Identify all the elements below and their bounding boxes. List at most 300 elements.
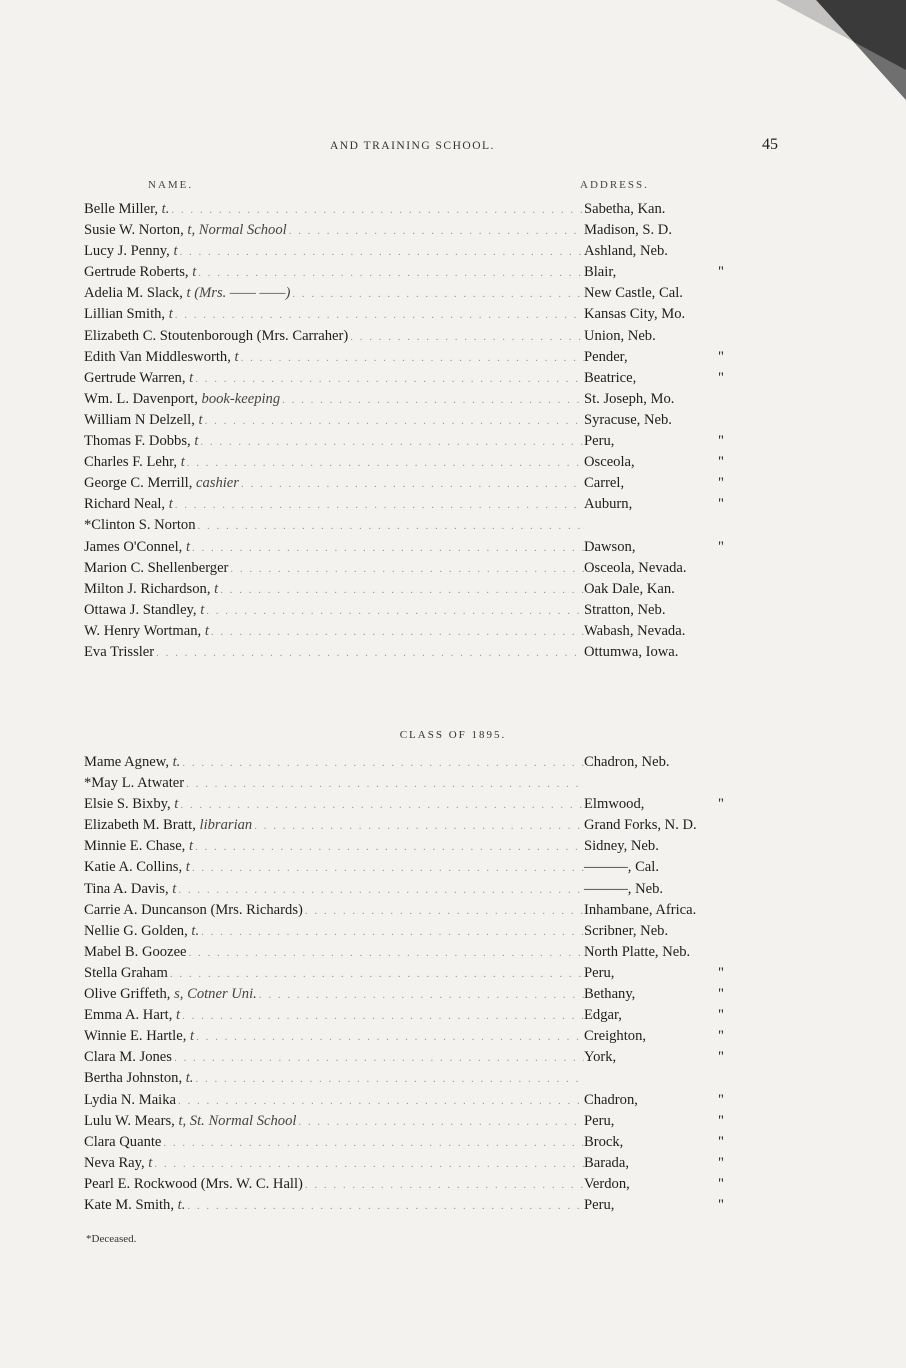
roster-entry [84,879,754,900]
roster-entry [84,262,754,283]
dot-leader [180,1006,584,1027]
roster-entry [84,410,754,431]
entry-name [84,537,190,558]
entry-address [584,642,754,663]
entry-note: t [176,1007,181,1024]
entry-name [84,515,196,536]
entry-address [584,494,754,515]
roster-entry [84,241,754,262]
entry-address [584,1132,754,1153]
entry-note: t [172,880,177,897]
entry-name-text: Kate M. Smith, [84,1196,178,1213]
entry-name-text: Edith Van Middlesworth, [84,348,235,365]
entry-name [84,1132,161,1153]
ditto-mark: " [718,475,724,492]
roster-entry [84,984,754,1005]
roster-entry [84,220,754,241]
ditto-mark: " [718,369,724,386]
entry-address-text: Edgar, [584,1007,622,1024]
roster-entry [84,515,754,536]
entry-name-text: Mabel B. Goozee [84,943,187,960]
entry-note: t [185,859,190,876]
folded-corner-shadow [756,0,906,100]
entry-name-text: Elizabeth M. Bratt, [84,817,200,834]
entry-address [584,752,754,773]
roster-entry [84,283,754,304]
ditto-mark: " [718,348,724,365]
entry-name [84,642,154,663]
entry-address [584,537,754,558]
entry-name-text: *May L. Atwater [84,775,185,792]
entry-address [584,220,754,241]
entry-address-text: Madison, S. D. [584,222,672,239]
column-header-name: NAME. [148,179,194,191]
dot-leader [178,795,584,816]
entry-name [84,984,257,1005]
roster-entry [84,537,754,558]
dot-leader [296,1112,584,1133]
entry-note: t [168,496,173,513]
roster-entry [84,431,754,452]
entry-address [584,794,754,815]
ditto-mark: " [718,796,724,813]
entry-name [84,389,280,410]
roster-entry [84,1026,754,1047]
roster-entry [84,642,754,663]
entry-name [84,368,193,389]
entry-name [84,452,185,473]
roster-list-class-of-1895 [84,752,754,1216]
entry-address-text: Sabetha, Kan. [584,201,666,217]
dot-leader [185,453,584,474]
entry-note: t [200,601,205,618]
roster-entry [84,1090,754,1111]
dot-leader [152,1154,584,1175]
entry-note: t [148,1154,153,1171]
entry-name-text: Katie A. Collins, [84,859,186,876]
entry-address-text: Ottumwa, Iowa. [584,643,679,660]
roster-entry [84,326,754,347]
ditto-mark: " [718,538,724,555]
entry-name-text: Winnie E. Hartle, [84,1028,190,1045]
dot-leader [176,1091,584,1112]
entry-name [84,1005,180,1026]
entry-name-text: James O'Connel, [84,538,186,555]
roster-entry [84,1195,754,1216]
entry-note: t [198,411,203,428]
dot-leader [287,221,584,242]
dot-leader [303,901,584,922]
dot-leader [161,1133,584,1154]
entry-address [584,879,754,900]
entry-name [84,752,180,773]
entry-name-text: Ottawa J. Standley, [84,601,201,618]
entry-address [584,473,754,494]
entry-address [584,579,754,600]
entry-name [84,473,239,494]
entry-name-text: Carrie A. Duncanson (Mrs. Richards) [84,901,303,918]
entry-name [84,900,303,921]
entry-address [584,1090,754,1111]
entry-address-text: St. Joseph, Mo. [584,390,675,407]
entry-name-text: Neva Ray, [84,1154,149,1171]
entry-name [84,579,218,600]
entry-address [584,283,754,304]
entry-name [84,1111,296,1132]
entry-address-text: Syracuse, Neb. [584,411,672,428]
roster-entry [84,921,754,942]
entry-note: t [192,264,197,281]
entry-address-text: Wabash, Nevada. [584,622,686,639]
ditto-mark: " [718,1049,724,1066]
entry-name-text: Richard Neal, [84,496,169,513]
entry-name-text: Milton J. Richardson, [84,580,215,597]
ditto-mark: " [718,964,724,981]
entry-address-text: Peru, [584,433,615,450]
entry-name [84,241,178,262]
dot-leader [190,858,584,879]
dot-leader [194,1027,584,1048]
entry-name [84,836,193,857]
dot-leader [204,601,584,622]
entry-name [84,921,199,942]
entry-name-text: Tina A. Davis, [84,880,173,897]
entry-note: t [204,622,209,639]
ditto-mark: " [718,1091,724,1108]
roster-entry [84,347,754,368]
column-header-address: ADDRESS. [580,179,649,191]
roster-entry [84,389,754,410]
ditto-mark: " [718,433,724,450]
dot-leader [172,1048,584,1069]
entry-name [84,1195,185,1216]
entry-name [84,1026,194,1047]
entry-name-text: Nellie G. Golden, [84,922,192,939]
entry-address [584,921,754,942]
entry-name [84,773,184,794]
entry-name-text: Lucy J. Penny, [84,243,174,260]
dot-leader [198,432,584,453]
roster-entry [84,1132,754,1153]
dot-leader [185,1196,584,1217]
entry-note: t [180,454,185,471]
entry-name-text: Emma A. Hart, [84,1007,177,1024]
roster-entry [84,368,754,389]
ditto-mark: " [718,1007,724,1024]
entry-address [584,347,754,368]
dot-leader [193,1069,584,1090]
entry-name [84,283,290,304]
roster-entry [84,494,754,515]
dot-leader [178,242,584,263]
entry-name-text: Minnie E. Chase, [84,838,189,855]
entry-note: t. [191,922,200,939]
entry-address-text: Sidney, Neb. [584,838,659,855]
entry-name [84,963,168,984]
entry-address-text: Grand Forks, N. D. [584,817,697,834]
entry-name-text: W. Henry Wortman, [84,622,205,639]
entry-name-text: Adelia M. Slack, [84,285,187,302]
entry-address-text: Chadron, Neb. [584,754,670,770]
entry-address-text: Peru, [584,1112,615,1129]
entry-name [84,326,348,347]
entry-note: t [174,796,179,813]
entry-address [584,304,754,325]
entry-address [584,963,754,984]
dot-leader [239,474,584,495]
entry-address-text: Beatrice, [584,369,637,386]
dot-leader [280,390,584,411]
entry-address-text: Barada, [584,1154,629,1171]
roster-entry [84,452,754,473]
roster-entry [84,900,754,921]
dot-leader [257,985,584,1006]
dot-leader [190,538,584,559]
entry-name-text: Elsie S. Bixby, [84,796,175,813]
entry-address [584,836,754,857]
roster-entry [84,1005,754,1026]
entry-address-text: ———, Neb. [584,880,664,897]
roster-entry [84,1153,754,1174]
entry-address [584,241,754,262]
entry-note: t [234,348,239,365]
entry-note: t [188,838,194,855]
entry-name-text: Mame Agnew, [84,754,173,770]
dot-leader [168,964,584,985]
dot-leader [154,643,584,664]
entry-name [84,600,204,621]
entry-address-text: New Castle, Cal. [584,285,683,302]
entry-address [584,1153,754,1174]
roster-entry [84,600,754,621]
entry-address [584,942,754,963]
entry-address-text: Peru, [584,1196,615,1213]
entry-note: t [189,369,194,386]
entry-note: t (Mrs. —— ——) [186,285,291,302]
entry-address-text: Ashland, Neb. [584,243,668,260]
dot-leader [290,284,584,305]
entry-address-text: Carrel, [584,475,625,492]
dot-leader [173,495,584,516]
ditto-mark: " [718,1196,724,1213]
entry-address [584,1026,754,1047]
ditto-mark: " [718,496,724,513]
entry-name-text: Belle Miller, [84,201,162,217]
dot-leader [239,348,584,369]
dot-leader [176,880,584,901]
entry-address-text: Kansas City, Mo. [584,306,686,323]
roster-entry [84,942,754,963]
entry-note: t [185,538,190,555]
entry-address-text: Scribner, Neb. [584,922,669,939]
entry-note: t. [177,1196,186,1213]
entry-name-text: Pearl E. Rockwood (Mrs. W. C. Hall) [84,1175,303,1192]
entry-address-text: Osceola, [584,454,635,471]
entry-note: s, Cotner Uni. [174,986,257,1003]
entry-name-text: Lillian Smith, [84,306,169,323]
roster-entry [84,836,754,857]
roster-list-earlier-class [84,199,754,663]
entry-address-text: Union, Neb. [584,327,656,344]
entry-address [584,1047,754,1068]
page-number: 45 [762,136,778,153]
entry-name-text: *Clinton S. Norton [84,517,196,534]
dot-leader [169,200,584,221]
entry-address-text: York, [584,1049,617,1066]
entry-name [84,1174,303,1195]
entry-address [584,815,754,836]
dot-leader [199,922,584,943]
entry-name-text: Bertha Johnston, [84,1070,186,1087]
entry-address [584,1111,754,1132]
entry-note: t. [185,1070,194,1087]
entry-note: t [173,243,178,260]
entry-name-text: Charles F. Lehr, [84,454,181,471]
entry-note: t [168,306,173,323]
entry-address [584,984,754,1005]
entry-address-text: Dawson, [584,538,636,555]
dot-leader [218,580,584,601]
entry-name [84,621,209,642]
ditto-mark: " [718,1154,724,1171]
entry-name-text: Susie W. Norton, [84,222,188,239]
entry-name-text: Wm. L. Davenport, [84,390,202,407]
entry-address [584,900,754,921]
dot-leader [184,774,584,795]
entry-address-text: Osceola, Nevada. [584,559,687,576]
entry-address [584,1174,754,1195]
dot-leader [252,816,584,837]
roster-entry [84,558,754,579]
ditto-mark: " [718,1028,724,1045]
entry-name [84,815,252,836]
dot-leader [173,305,584,326]
dot-leader [193,369,584,390]
roster-entry [84,621,754,642]
entry-name-text: Stella Graham [84,964,168,981]
entry-name-text: Clara M. Jones [84,1049,172,1066]
entry-address [584,410,754,431]
roster-entry [84,963,754,984]
dot-leader [348,327,584,348]
entry-name-text: Gertrude Roberts, [84,264,193,281]
class-heading: CLASS OF 1895. [399,729,507,741]
entry-name-text: Clara Quante [84,1133,162,1150]
entry-address [584,1195,754,1216]
entry-name [84,942,187,963]
roster-entry [84,752,754,773]
entry-note: t. [172,754,181,770]
entry-address-text: Auburn, [584,496,633,513]
roster-entry [84,473,754,494]
dot-leader [180,753,584,774]
entry-name [84,1153,152,1174]
entry-address [584,857,754,878]
dot-leader [196,263,584,284]
entry-address-text: Blair, [584,264,617,281]
roster-entry [84,1111,754,1132]
entry-address [584,262,754,283]
entry-name [84,1090,176,1111]
ditto-mark: " [718,1112,724,1129]
entry-address [584,1005,754,1026]
entry-address-text: Inhambane, Africa. [584,901,697,918]
roster-entry [84,1068,754,1089]
running-head: AND TRAINING SCHOOL. [330,140,495,152]
entry-note: t, St. Normal School [178,1112,297,1129]
page-header [0,136,906,158]
entry-note: t, Normal School [187,222,287,239]
entry-address-text: Pender, [584,348,628,365]
entry-address [584,452,754,473]
entry-name [84,857,190,878]
entry-name [84,879,176,900]
entry-name [84,1068,193,1089]
entry-address-text: North Platte, Neb. [584,943,691,960]
entry-name [84,199,169,220]
roster-entry [84,857,754,878]
entry-note: cashier [196,475,239,492]
dot-leader [196,516,585,537]
dot-leader [203,411,584,432]
ditto-mark: " [718,264,724,281]
entry-name-text: Lulu W. Mears, [84,1112,179,1129]
roster-entry [84,579,754,600]
entry-name [84,410,203,431]
entry-name-text: Olive Griffeth, [84,986,175,1003]
roster-entry [84,815,754,836]
roster-entry [84,773,754,794]
ditto-mark: " [718,454,724,471]
entry-name [84,304,173,325]
entry-name [84,431,198,452]
dot-leader [228,559,584,580]
entry-name-text: Gertrude Warren, [84,369,190,386]
entry-name-text: George C. Merrill, [84,475,196,492]
entry-name-text: Elizabeth C. Stoutenborough (Mrs. Carraher) [84,327,349,344]
entry-address [584,431,754,452]
entry-name [84,558,228,579]
roster-entry [84,304,754,325]
entry-name [84,794,178,815]
dot-leader [187,943,584,964]
entry-note: librarian [199,817,253,834]
roster-entry [84,794,754,815]
dot-leader [193,837,584,858]
entry-address [584,600,754,621]
entry-address-text: Brock, [584,1133,624,1150]
roster-entry [84,199,754,220]
entry-address-text: Creighton, [584,1028,647,1045]
entry-name-text: Eva Trissler [84,643,155,660]
entry-address-text: Oak Dale, Kan. [584,580,675,597]
entry-name-text: William N Delzell, [84,411,199,428]
entry-name-text: Thomas F. Dobbs, [84,433,195,450]
entry-address [584,621,754,642]
entry-address-text: ———, Cal. [584,859,659,876]
entry-address-text: Chadron, [584,1091,638,1108]
ditto-mark: " [718,986,724,1003]
entry-name [84,494,173,515]
entry-address [584,368,754,389]
entry-note: t [190,1028,195,1045]
entry-name [84,262,196,283]
entry-note: book-keeping [201,390,281,407]
ditto-mark: " [718,1175,724,1192]
entry-address-text: Stratton, Neb. [584,601,666,618]
entry-address-text: Elmwood, [584,796,645,813]
entry-name [84,347,239,368]
